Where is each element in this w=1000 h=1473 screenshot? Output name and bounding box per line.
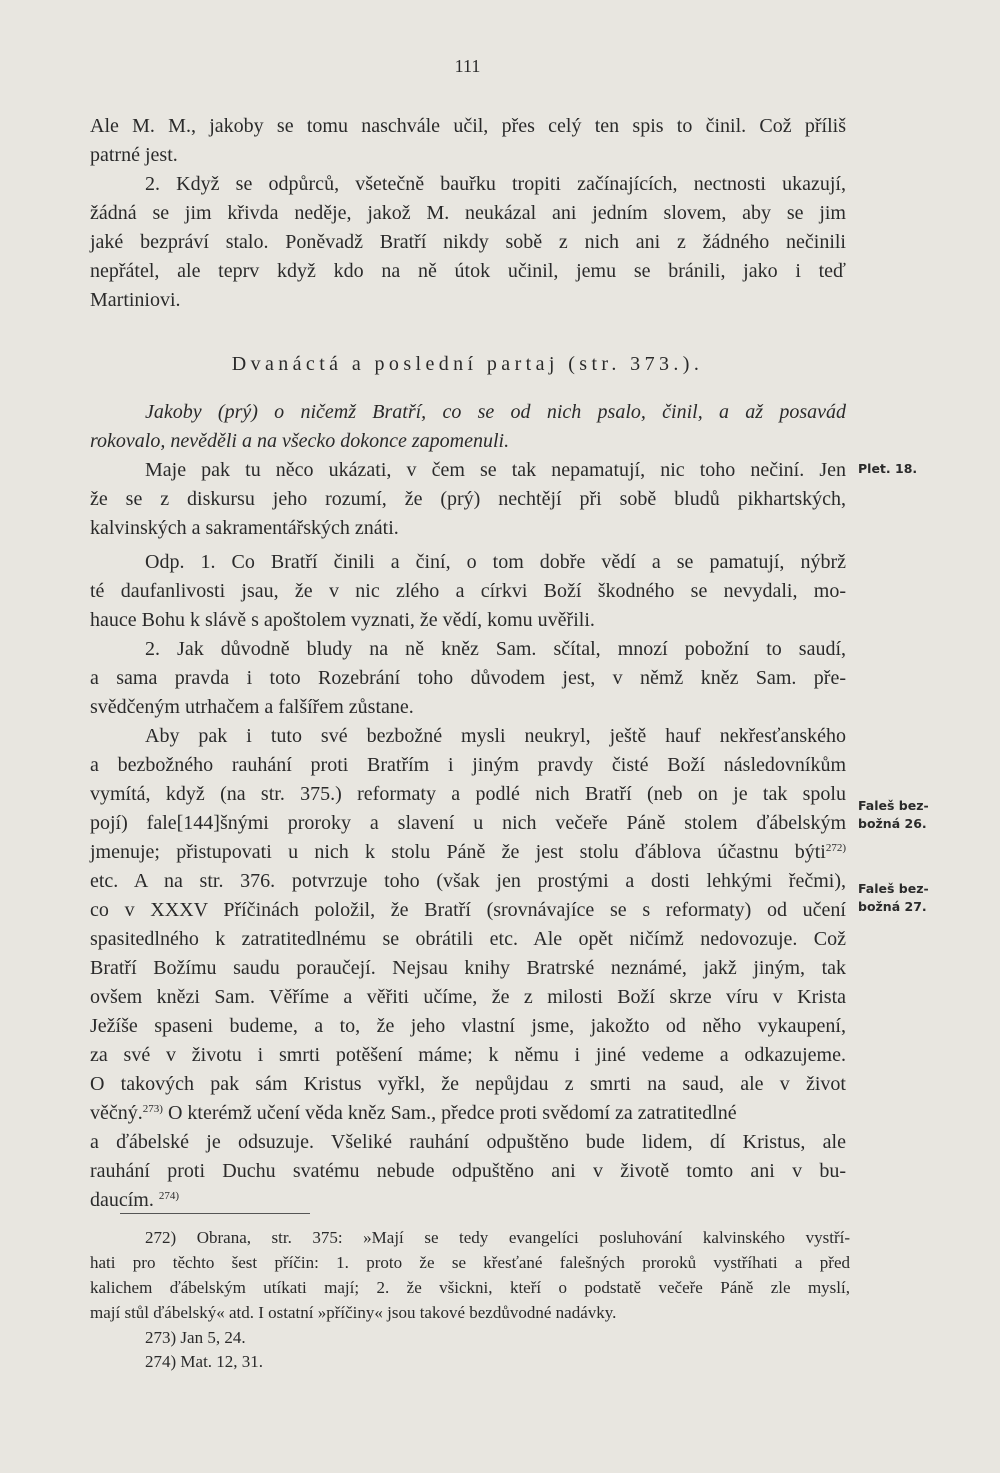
footnote-line: 272) Obrana, str. 375: »Mají se tedy evangelíci posluhování kalvinského vystří- bbox=[145, 1228, 850, 1247]
text-line: nepřátel, ale teprv když kdo na ně útok učinil, jemu se bránili, jako i teď bbox=[90, 260, 846, 282]
margin-note: Plet. 18. bbox=[858, 461, 918, 476]
margin-note: Faleš bez- bbox=[858, 881, 929, 896]
footnote-line: 274) Mat. 12, 31. bbox=[145, 1352, 264, 1371]
text-line: svědčeným utrhačem a falšířem zůstane. bbox=[90, 696, 414, 718]
text-line: Bratří Božímu saudu poraučejí. Nejsau knihy Bratrské neznámé, jakž jiným, tak bbox=[90, 957, 846, 979]
text-line: rauhání proti Duchu svatému nebude odpuštěno ani v životě tomto ani v bu- bbox=[90, 1160, 846, 1182]
text-line: 2. Jak důvodně bludy na ně kněz Sam. sčítal, mnozí pobožní to saudí, bbox=[145, 638, 846, 660]
margin-note: božná 27. bbox=[858, 899, 927, 914]
text-line: co v XXXV Příčinách položil, že Bratří (srovnávajíce se s reformaty) od učení bbox=[90, 899, 846, 921]
footnote-ref: 274) bbox=[158, 1190, 180, 1202]
text-line: a bezbožného rauhání proti Bratřím i jiným pravdy čisté Boží následovníkům bbox=[90, 754, 846, 776]
text-line: hauce Bohu k slávě s apoštolem vyznati, že vědí, komu uvěřili. bbox=[90, 609, 595, 631]
text-line: žádná se jim křivda neděje, jakož M. neukázal ani jedním slovem, aby se jim bbox=[90, 202, 846, 224]
text-line: daucím. $^{274)}$ bbox=[90, 1189, 180, 1211]
footnote-ref: 273) bbox=[142, 1103, 163, 1115]
section-summary: Jakoby (prý) o ničemž Bratří, co se od nich psalo, činil, a až posavád bbox=[145, 401, 846, 423]
text-line: Odp. 1. Co Bratří činili a činí, o tom dobře vědí a se pamatují, nýbrž bbox=[145, 551, 846, 573]
text-line: za své v životu i smrti potěšení máme; k němu i jiné vedeme a odkazujeme. bbox=[90, 1044, 846, 1066]
text-line: pojí) fale[144]šnými proroky a slavení u nich večeře Páně stolem ďábelským bbox=[90, 812, 846, 834]
text-line: a ďábelské je odsuzuje. Všeliké rauhání odpuštěno bude lidem, dí Kristus, ale bbox=[90, 1131, 846, 1153]
footnote-line: kalichem ďábelským utíkati mají; 2. že všickni, kteří o podstatě večeře Páně zle myslí, bbox=[90, 1278, 850, 1297]
text-line: jmenuje; přistupovati u nich k stolu Páně že jest stolu ďáblova účastnu býti$^{272)}$ bbox=[90, 841, 846, 863]
text-line: že se z diskursu jeho rozumí, že (prý) nechtějí při sobě bludů pikhartských, bbox=[90, 488, 846, 510]
margin-note: božná 26. bbox=[858, 816, 927, 831]
page-number: 111 bbox=[454, 56, 481, 76]
text-line: patrné jest. bbox=[90, 144, 178, 166]
section-summary: rokovalo, nevěděli a na všecko dokonce zapomenuli. bbox=[90, 430, 510, 452]
text-line: etc. A na str. 376. potvrzuje toho (však jen prostými a dosti lehkými řečmi), bbox=[90, 870, 846, 892]
text-line: Ale M. M., jakoby se tomu naschvále učil, přes celý ten spis to činil. Což příliš bbox=[90, 115, 846, 137]
footnote-divider bbox=[120, 1213, 310, 1214]
text-line: 2. Když se odpůrců, všetečně bauřku tropiti začínajících, nectnosti ukazují, bbox=[145, 173, 846, 195]
text-line: spasitedlného k zatratitedlnému se obrátili etc. Ale opět ničímž nedovozuje. Což bbox=[90, 928, 846, 950]
text-line: jaké bezpráví stalo. Poněvadž Bratří nikdy sobě z nich ani z žádného nečinili bbox=[90, 231, 846, 253]
text-line: věčný.$^{273)}$ O kterémž učení věda kněz Sam., předce proti svědomí za zatratitedlné bbox=[90, 1102, 737, 1124]
footnote-ref: 272) bbox=[825, 842, 846, 854]
footnote-line: hati pro těchto šest příčin: 1. proto že se křesťané falešných proroků vystříhati a před bbox=[90, 1253, 850, 1272]
text-line: Ježíše spaseni budeme, a to, že jeho vlastní jsme, jakožto od něho vykaupení, bbox=[90, 1015, 846, 1037]
footnote-line: 273) Jan 5, 24. bbox=[145, 1328, 246, 1347]
text-line: kalvinských a sakramentářských znáti. bbox=[90, 517, 399, 539]
margin-note: Faleš bez- bbox=[858, 798, 929, 813]
text-line: Martiniovi. bbox=[90, 289, 181, 311]
text-line: té daufanlivosti jsau, že v nic zlého a církvi Boží škodného se nevydali, mo- bbox=[90, 580, 846, 602]
text-line: vymítá, když (na str. 375.) reformaty a podlé nich Bratří (neb on je tak spolu bbox=[90, 783, 846, 805]
text-line: O takových pak sám Kristus vyřkl, že nepůjdau z smrti na saud, ale v život bbox=[90, 1073, 846, 1095]
text-line: ovšem knězi Sam. Věříme a věřiti učíme, že z milosti Boží skrze víru v Krista bbox=[90, 986, 846, 1008]
text-line: Aby pak i tuto své bezbožné mysli neukryl, ještě hauf nekřesťanského bbox=[145, 725, 846, 747]
footnote-line: mají stůl ďábelský« atd. I ostatní »příčiny« jsou takové bezdůvodné nadávky. bbox=[90, 1303, 617, 1322]
section-heading: Dvanáctá a poslední partaj (str. 373.). bbox=[231, 353, 704, 375]
text-line: a sama pravda i toto Rozebrání toho důvodem jest, v němž kněz Sam. pře- bbox=[90, 667, 846, 689]
text-line: Maje pak tu něco ukázati, v čem se tak nepamatují, nic toho nečiní. Jen bbox=[145, 459, 846, 481]
